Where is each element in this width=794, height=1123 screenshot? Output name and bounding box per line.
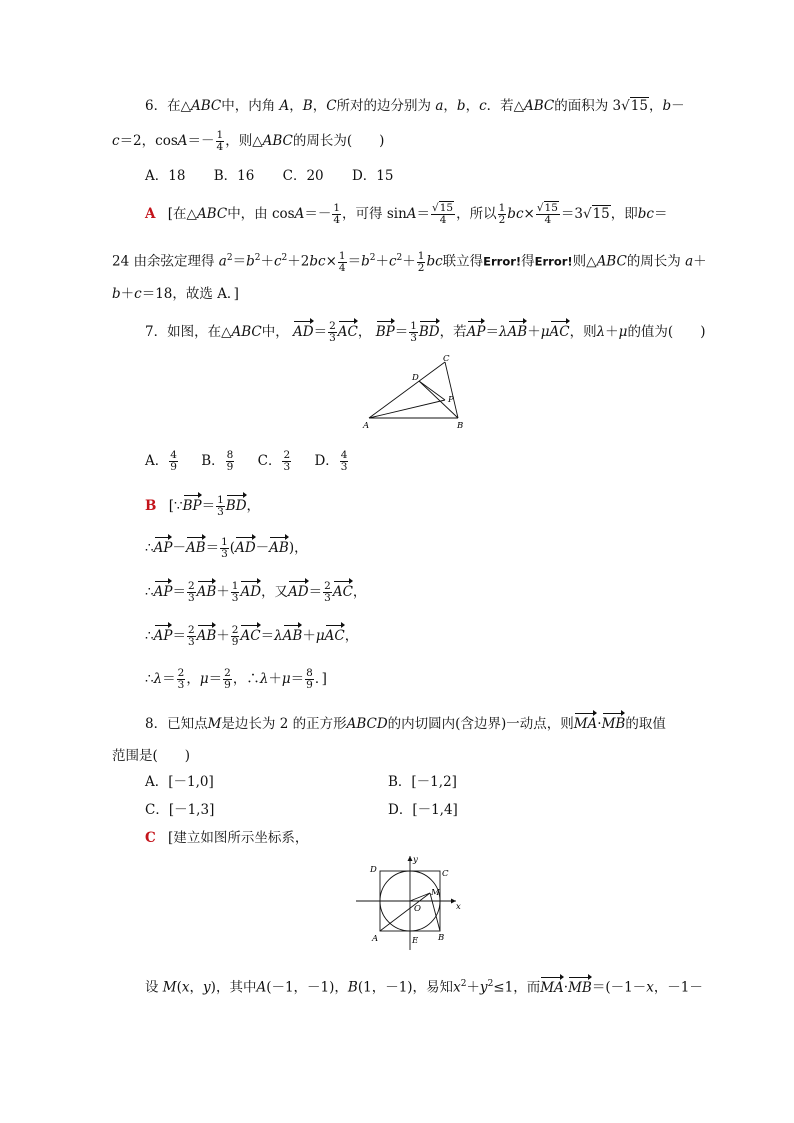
label-b: B (438, 933, 445, 943)
label-c: C (443, 354, 450, 364)
a6-line3: b＋c＝18，故选 A．] (112, 286, 239, 302)
segment-dp (419, 381, 445, 400)
sqrt-15: 15 (630, 98, 648, 114)
square-incircle-figure (352, 852, 468, 952)
fraction: $\frac{√15}{4}$ (536, 202, 558, 226)
label-y: y (413, 855, 418, 865)
segment-om (410, 893, 430, 901)
fraction: $\frac{2}{3}$ (329, 320, 336, 344)
segment-bm (430, 893, 440, 931)
fraction: $\frac{1}{4}$ (333, 202, 341, 226)
fraction: $\frac{2}{9}$ (224, 667, 231, 691)
q7-options (145, 450, 349, 473)
label-d: D (370, 865, 377, 875)
label-o: O (414, 904, 421, 914)
vector-ma: MA (574, 712, 598, 734)
vector-bd: BD (419, 320, 440, 342)
vector-mb: MB (602, 712, 626, 734)
fraction: $\frac{8}{9}$ (306, 667, 313, 691)
label-e: E (412, 936, 419, 946)
q6-line1: 6．在△ABC中，内角 A，B，C所对的边分别为 a，b，c．若△ABC的面积为 3√15，b－ (145, 98, 685, 114)
fraction: $\frac{1}{2}$ (498, 202, 506, 226)
a7-line1: B [∵BP＝ $\frac{1}{3}$ BD， (145, 494, 261, 518)
fraction: $\frac{1}{4}$ (216, 129, 224, 153)
fraction: $\frac{2}{9}$ (231, 624, 239, 648)
q7-option-c: C． $\frac{2}{3}$ (257, 449, 291, 473)
label-b: B (457, 421, 464, 431)
label-c: C (442, 869, 449, 879)
q7-line1: 7．如图，在△ABC中， AD＝ $\frac{2}{3}$ AC， BP＝ $\frac{1}{3}$ BD，若AP＝λAB＋μAC，则λ＋μ的值为( ) (145, 320, 706, 344)
q8-line2: 范围是( ) (112, 748, 191, 764)
segment-am (380, 893, 430, 931)
segment-ap (369, 400, 445, 418)
fraction: $\frac{2}{3}$ (324, 580, 331, 604)
q6-option-a: A．18 (145, 168, 186, 184)
a7-line4: ∴AP＝ $\frac{2}{3}$ AB＋ $\frac{2}{9}$ AC＝λAB＋μAC， (145, 624, 359, 648)
fraction: $\frac{1}{3}$ (221, 536, 228, 560)
a8-line2: 设 M(x，y)，其中A(－1，－1)，B(1，－1)，易知$x^2+y^2\le 1$，而MA·MB＝(－1－x，－1－ (145, 974, 703, 998)
fraction: $\frac{1}{3}$ (217, 494, 224, 518)
fraction: $\frac{1}{4}$ (338, 249, 346, 274)
vector-bp: BP (376, 320, 395, 342)
q6-option-c: C．20 (282, 168, 324, 184)
label-d: D (412, 373, 419, 383)
error-placeholder: Error! (534, 254, 573, 269)
question-number: 7． (145, 324, 168, 340)
y-axis-arrow (408, 856, 413, 861)
fraction: $\frac{1}{3}$ (231, 580, 239, 604)
error-placeholder: Error! (483, 254, 522, 269)
a7-line5: ∴λ＝ $\frac{2}{3}$ ，μ＝ $\frac{2}{9}$ ，∴λ＋μ＝ $\frac{8}{9}$ ．] (145, 667, 327, 691)
fraction: $\frac{2}{3}$ (187, 624, 195, 648)
triangle-figure (360, 352, 472, 432)
label-p: P (448, 395, 454, 405)
a6-line2: 24 由余弦定理得 $a^2=b^2+c^2+2bc\times$ $\frac{1}{4}$ $=b^2+c^2+$ $\frac{1}{2}$ bc联立得Error!得Error!则△ABC的周长为 a＋ (112, 249, 707, 274)
vector-ab: AB (508, 320, 528, 342)
segment-bc (445, 362, 458, 418)
answer-letter: A (145, 206, 156, 222)
a7-line2: ∴AP－AB＝ $\frac{1}{3}$ (AD－AB)， (145, 536, 308, 560)
q6-options (145, 166, 393, 186)
fraction: $\frac{2}{3}$ (187, 580, 195, 604)
label-x: x (456, 902, 461, 912)
q8-option-a: A．[－1,0] (145, 774, 214, 790)
label-m: M (431, 888, 440, 898)
answer-letter: C (145, 830, 156, 846)
q8-option-c: C．[－1,3] (145, 802, 215, 818)
q6-option-b: B．16 (213, 168, 255, 184)
label-a: A (363, 421, 370, 431)
q8-line1: 8．已知点M是边长为 2 的正方形ABCD的内切圆内(含边界)一动点，则MA·MB的取值 (145, 712, 666, 734)
answer-letter: B (145, 498, 157, 514)
question-number: 6． (145, 98, 168, 114)
q6-option-d: D．15 (351, 168, 394, 184)
vector-ap: AP (467, 320, 486, 342)
q8-option-d: D．[－1,4] (388, 802, 458, 818)
fraction: $\frac{√15}{4}$ (432, 202, 454, 226)
q8-option-b: B．[－1,2] (388, 774, 457, 790)
a7-line3: ∴AP＝ $\frac{2}{3}$ AB＋ $\frac{1}{3}$ AD，又AD＝ $\frac{2}{3}$ AC， (145, 580, 367, 604)
q7-option-b: B． $\frac{8}{9}$ (201, 449, 234, 473)
fraction: $\frac{1}{2}$ (417, 249, 425, 274)
fraction: $\frac{2}{3}$ (177, 667, 185, 691)
label-a: A (372, 934, 379, 944)
a6-line1: A [在△ABC中，由 cosA＝－ $\frac{1}{4}$ ，可得 sinA＝ $\frac{√15}{4}$ ，所以 $\frac{1}{2}$ bc× $\frac{√15}{4}$ ＝3√15，即bc＝ (145, 202, 668, 226)
a8-line1: C [建立如图所示坐标系， (145, 830, 309, 846)
vector-ac: AC (338, 320, 358, 342)
fraction: $\frac{1}{3}$ (410, 320, 417, 344)
vector-ad: AD (293, 320, 314, 342)
question-number: 8． (145, 716, 168, 732)
segment-ac (369, 362, 445, 418)
q6-line2: c＝2，cosA＝－ $\frac{1}{4}$ ，则△ABC的周长为( ) (112, 129, 385, 153)
q7-option-d: D． $\frac{4}{3}$ (314, 449, 348, 473)
q7-option-a: A． $\frac{4}{9}$ (145, 449, 177, 473)
